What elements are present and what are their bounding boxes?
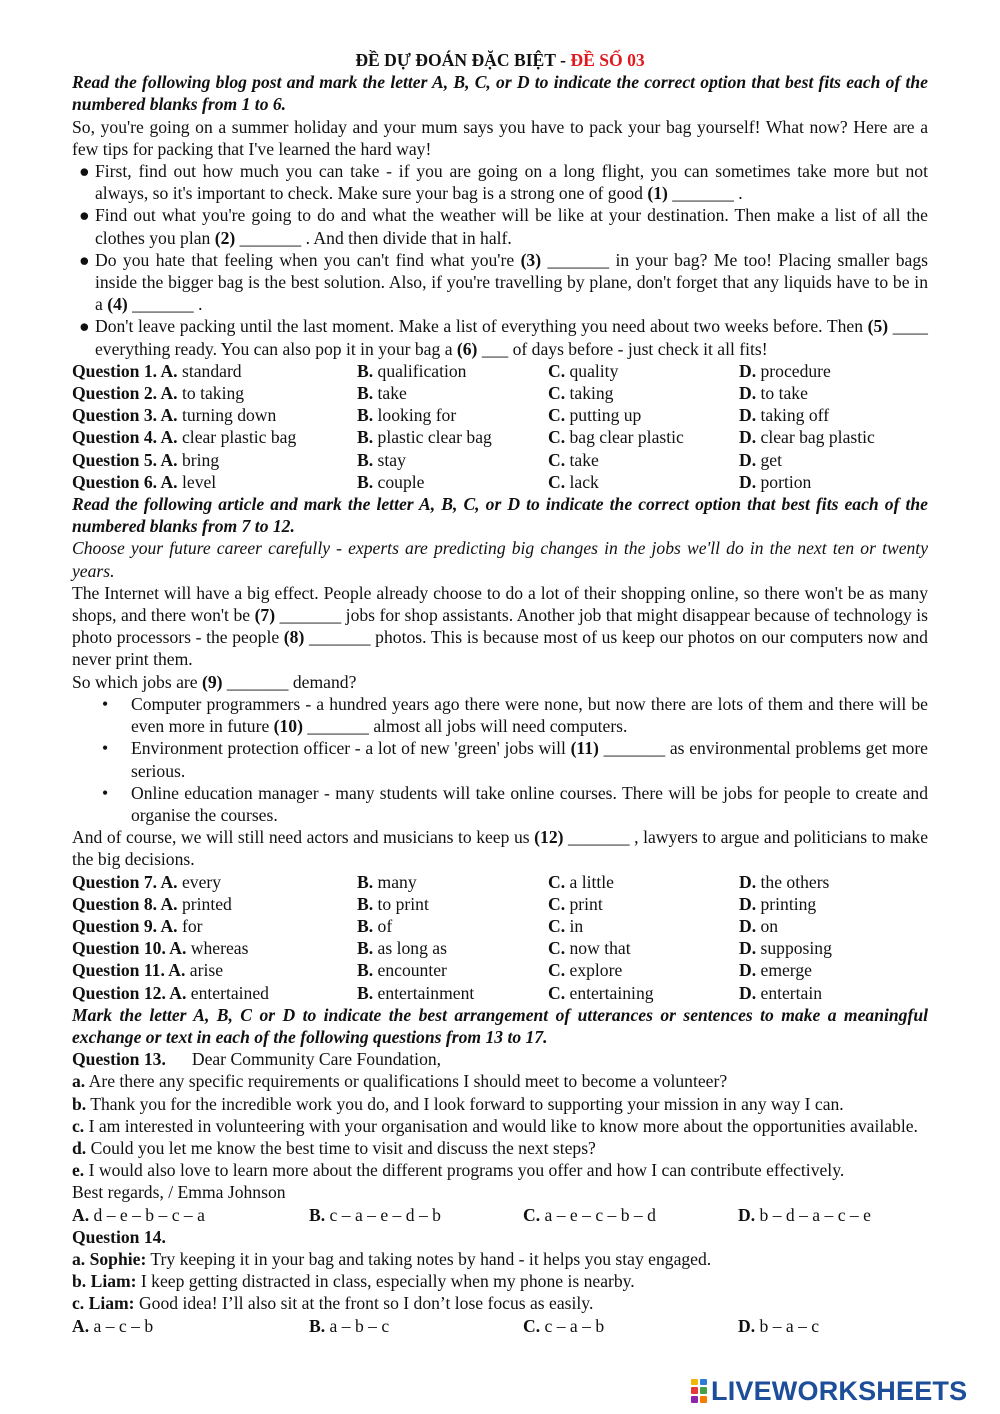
- option-b[interactable]: B. a – b – c: [309, 1315, 390, 1336]
- option-c[interactable]: entertaining: [565, 982, 654, 1003]
- liveworksheets-logo-icon: [690, 1378, 708, 1404]
- option-c[interactable]: in: [565, 915, 584, 936]
- option-c[interactable]: C. a – e – c – b – d: [523, 1204, 656, 1225]
- bullet-dot-icon: •: [102, 782, 109, 803]
- section3-instruction: Mark the letter A, B, C or D to indicate the best arrangement of utterances or sentences to make a meaningful exchange or text in each of the following questions from 13 to 17.: [72, 1004, 928, 1047]
- bullet-dot-icon: •: [102, 738, 109, 759]
- option-c[interactable]: print: [565, 893, 603, 914]
- option-c[interactable]: take: [565, 449, 599, 470]
- option-d[interactable]: D. b – d – a – c – e: [738, 1204, 871, 1225]
- section1-instruction: Read the following blog post and mark the letter A, B, C, or D to indicate the correct option that best fits each of the numbered blanks from 1 to 6.: [72, 72, 928, 115]
- bullet-dot-icon: ●: [79, 161, 90, 182]
- option-d[interactable]: clear bag plastic: [756, 427, 875, 448]
- sentence-d: d. Could you let me know the best time to visit and discuss the next steps?: [72, 1137, 596, 1158]
- question-row: Question 6. A. level B. couple C. lack D. portion: [72, 471, 812, 492]
- question-row: Question 10. A. whereas B. as long as C. now that D. supposing: [72, 938, 832, 959]
- question-row: Question 4. A. clear plastic bag B. plastic clear bag C. bag clear plastic D. clear bag plastic: [72, 427, 875, 448]
- option-d[interactable]: to take: [756, 383, 808, 404]
- option-b[interactable]: encounter: [373, 960, 447, 981]
- option-a[interactable]: A. d – e – b – c – a: [72, 1204, 205, 1225]
- option-b[interactable]: qualification: [373, 360, 467, 381]
- blank-12[interactable]: _______ , lawyers to argue and politicians to make the big decisions.: [72, 827, 928, 870]
- question-row: Question 3. A. turning down B. looking for C. putting up D. taking off: [72, 405, 830, 426]
- option-c[interactable]: quality: [565, 360, 619, 381]
- question-row: Question 2. A. to taking B. take C. taking D. to take: [72, 383, 808, 404]
- dialogue-line-a: a. Sophie: Try keeping it in your bag and taking notes by hand - it helps you stay engaged.: [72, 1248, 712, 1269]
- option-b[interactable]: plastic clear bag: [373, 427, 492, 448]
- option-b[interactable]: couple: [373, 471, 425, 492]
- sentence-b: b. Thank you for the incredible work you do, and I look forward to supporting your mission in any way I can.: [72, 1093, 844, 1114]
- blank-7[interactable]: _______ jobs for shop assistants. Another job that might disappear because of technology is photo processors - the people: [72, 605, 928, 648]
- option-d[interactable]: emerge: [756, 960, 812, 981]
- question-row: Question 11. A. arise B. encounter C. explore D. emerge: [72, 960, 812, 981]
- option-b[interactable]: to print: [373, 893, 429, 914]
- tip-bullet-3: ● Do you hate that feeling when you can't find what you're (3) _______ in your bag? Me too! Placing smaller bags inside the bigger bag is the best solution. Also, if you're travelling by plane, don't forget that any liquids have to be in a (4) _______ .: [79, 249, 928, 315]
- option-b[interactable]: many: [373, 871, 417, 892]
- tip-bullet-1: ● First, find out how much you can take - if you are going on a long flight, you can sometimes take more but not always, so it's important to check. Make sure your bag is a strong one of good (1) _______ .: [79, 161, 928, 204]
- dialogue-line-b: b. Liam: I keep getting distracted in class, especially when my phone is nearby.: [72, 1271, 635, 1292]
- option-b[interactable]: stay: [373, 449, 406, 470]
- bullet-dot-icon: ●: [79, 249, 90, 270]
- option-a[interactable]: for: [177, 915, 203, 936]
- letter-greeting: Dear Community Care Foundation,: [191, 1049, 442, 1070]
- sentence-e: e. I would also love to learn more about the different programs you offer and how I can contribute effectively.: [72, 1160, 845, 1181]
- option-c[interactable]: putting up: [565, 405, 642, 426]
- option-a[interactable]: printed: [177, 893, 232, 914]
- option-d[interactable]: D. b – a – c: [738, 1315, 820, 1336]
- title-main: ĐỀ DỰ ĐOÁN ĐẶC BIỆT -: [355, 50, 571, 70]
- option-a[interactable]: turning down: [177, 405, 277, 426]
- option-d[interactable]: taking off: [756, 405, 830, 426]
- job-bullet-3: • Online education manager - many students will take online courses. There will be jobs for people to create and organise the courses.: [102, 782, 928, 825]
- blank-11[interactable]: _______ as environmental problems get more serious.: [131, 738, 928, 781]
- article-subtitle: Choose your future career carefully - experts are predicting big changes in the jobs we'll do in the next ten or twenty years.: [72, 538, 928, 581]
- answer-options-row: [72, 1315, 928, 1337]
- question-13: [72, 1048, 928, 1226]
- option-a[interactable]: whereas: [186, 938, 249, 959]
- bullet-dot-icon: ●: [79, 316, 90, 337]
- blank-3[interactable]: _______ in your bag? Me too! Placing smaller bags inside the bigger bag is the best solution. Also, if you're travelling by plane, don't forget that any liquids have to be in a: [95, 249, 928, 315]
- option-d[interactable]: get: [756, 449, 783, 470]
- question-row: Question 1. A. standard B. qualification C. quality D. procedure: [72, 360, 831, 381]
- blank-1[interactable]: _______ .: [667, 183, 743, 204]
- option-b[interactable]: of: [373, 915, 393, 936]
- option-d[interactable]: supposing: [756, 938, 832, 959]
- blank-5[interactable]: ____ everything ready. You can also pop it in your bag a: [95, 316, 928, 359]
- option-c[interactable]: explore: [565, 960, 623, 981]
- option-b[interactable]: looking for: [373, 405, 457, 426]
- option-d[interactable]: on: [756, 915, 779, 936]
- option-c[interactable]: taking: [565, 383, 614, 404]
- option-a[interactable]: bring: [177, 449, 220, 470]
- letter-closing: Best regards, / Emma Johnson: [72, 1182, 286, 1203]
- section1-intro: So, you're going on a summer holiday and your mum says you have to pack your bag yourself! What now? Here are a few tips for packing that I've learned the hard way!: [72, 116, 928, 159]
- blank-marker: (6): [456, 338, 478, 359]
- blank-marker: (5): [867, 316, 889, 337]
- blank-6[interactable]: ___ of days before - just check it all fits!: [477, 338, 768, 359]
- question-row: Question 7. A. every B. many C. a little D. the others: [72, 871, 830, 892]
- blank-marker: (4): [107, 294, 128, 315]
- option-a[interactable]: A. a – c – b: [72, 1315, 154, 1336]
- answer-options-row: [72, 1204, 928, 1226]
- job-bullet-2: • Environment protection officer - a lot of new 'green' jobs will (11) _______ as environmental problems get more serious.: [102, 738, 928, 781]
- option-a[interactable]: arise: [185, 960, 224, 981]
- bullet-dot-icon: ●: [79, 205, 90, 226]
- option-d[interactable]: portion: [756, 471, 812, 492]
- question-row: Question 8. A. printed B. to print C. print D. printing: [72, 893, 817, 914]
- blank-marker: (2): [214, 227, 236, 248]
- option-a[interactable]: every: [177, 871, 222, 892]
- question-14: [72, 1226, 928, 1337]
- article-paragraph-3: And of course, we will still need actors and musicians to keep us (12) _______ , lawyers to argue and politicians to make the big decisions.: [72, 827, 928, 870]
- option-d[interactable]: printing: [756, 893, 817, 914]
- tip-bullet-4: ● Don't leave packing until the last moment. Make a list of everything you need about two weeks before. Then (5) ____ everything ready. You can also pop it in your bag a (6) ___ of days before - just check it all fits!: [79, 316, 928, 359]
- option-c[interactable]: C. c – a – b: [523, 1315, 605, 1336]
- option-a[interactable]: level: [177, 471, 217, 492]
- question-label: Question 13.: [72, 1049, 166, 1070]
- section2-instruction: Read the following article and mark the letter A, B, C, or D to indicate the correct option that best fits each of the numbered blanks from 7 to 12.: [72, 494, 928, 537]
- option-c[interactable]: bag clear plastic: [565, 427, 684, 448]
- option-a[interactable]: to taking: [177, 383, 245, 404]
- option-b[interactable]: entertainment: [373, 982, 475, 1003]
- blank-10[interactable]: _______ almost all jobs will need computers.: [302, 716, 628, 737]
- job-bullet-1: • Computer programmers - a hundred years ago there were none, but now there are lots of them and there will be even more in future (10) _______ almost all jobs will need computers.: [102, 693, 928, 737]
- article-paragraph-1: The Internet will have a big effect. People already choose to do a lot of their shopping online, so there won't be as many shops, and there won't be (7) _______ jobs for shop assistants. Another job that might disappear because of technology is photo processors - the people (8) _______ photos. This is because most of us keep our photos on our computers now and never print them.: [72, 582, 928, 670]
- question-label: Question 14.: [72, 1226, 166, 1247]
- option-a[interactable]: entertained: [186, 982, 269, 1003]
- sentence-c: c. I am interested in volunteering with your organisation and would like to know more about the opportunities available.: [72, 1115, 918, 1136]
- tip-bullet-2: ● Find out what you're going to do and what the weather will be like at your destination. Then make a list of all the clothes you plan (2) _______ . And then divide that in half.: [79, 205, 928, 248]
- section1-questions: [72, 360, 928, 493]
- question-row: Question 12. A. entertained B. entertainment C. entertaining D. entertain: [72, 982, 823, 1003]
- liveworksheets-logo[interactable]: [690, 1376, 967, 1406]
- option-b[interactable]: take: [373, 383, 407, 404]
- bullet-dot-icon: •: [102, 693, 109, 714]
- title-exam-number: ĐỀ SỐ 03: [570, 50, 645, 70]
- option-d[interactable]: entertain: [756, 982, 823, 1003]
- option-c[interactable]: now that: [565, 938, 631, 959]
- option-a[interactable]: clear plastic bag: [177, 427, 297, 448]
- blank-9[interactable]: _______ demand?: [222, 671, 357, 692]
- blank-marker: (1): [647, 183, 668, 204]
- option-c[interactable]: lack: [565, 471, 599, 492]
- question-row: Question 5. A. bring B. stay C. take D. get: [72, 449, 783, 470]
- section2-questions: [72, 871, 928, 1004]
- option-d[interactable]: the others: [756, 871, 830, 892]
- article-paragraph-2: So which jobs are (9) _______ demand?: [72, 671, 357, 692]
- option-c[interactable]: a little: [565, 871, 614, 892]
- blank-4[interactable]: _______ .: [127, 294, 203, 315]
- blank-2[interactable]: _______ . And then divide that in half.: [235, 227, 512, 248]
- option-d[interactable]: procedure: [756, 360, 831, 381]
- dialogue-line-c: c. Liam: Good idea! I’ll also sit at the front so I don’t lose focus as easily.: [72, 1293, 594, 1314]
- sentence-a: a. Are there any specific requirements or qualifications I should meet to become a volunteer?: [72, 1071, 728, 1092]
- blank-8[interactable]: _______ photos. This is because most of us keep our photos on our computers now and never print them.: [72, 627, 928, 670]
- option-a[interactable]: standard: [177, 360, 242, 381]
- page-title: [72, 49, 928, 71]
- logo-text: LIVEWORKSHEETS: [711, 1375, 968, 1406]
- option-b[interactable]: B. c – a – e – d – b: [309, 1204, 441, 1225]
- blank-marker: (3): [520, 249, 542, 270]
- question-row: Question 9. A. for B. of C. in D. on: [72, 915, 779, 936]
- option-b[interactable]: as long as: [373, 938, 447, 959]
